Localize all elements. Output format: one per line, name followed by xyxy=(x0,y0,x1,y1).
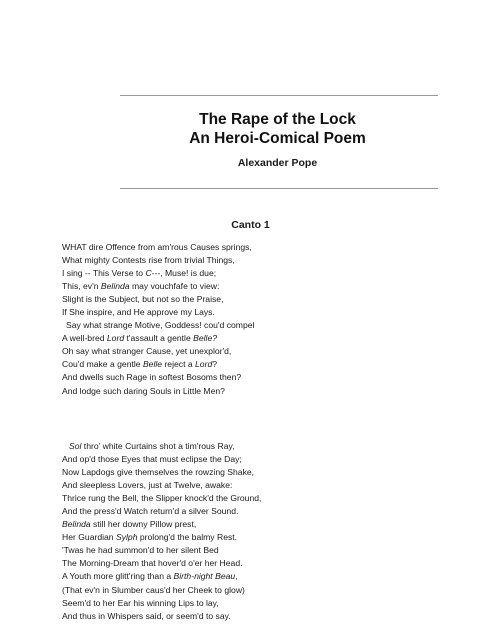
poem-line: And op'd those Eyes that must eclipse the Day; xyxy=(62,454,242,465)
poem-line: Cou'd make a gentle Belle reject a Lord? xyxy=(62,359,218,370)
bottom-divider xyxy=(120,188,438,189)
poem-line: A Youth more glitt'ring than a Birth-night Beau, xyxy=(62,571,238,582)
poem-line: Seem'd to her Ear his winning Lips to lay, xyxy=(62,597,219,608)
poem-line: Thrice rung the Bell, the Slipper knock'd the Ground, xyxy=(62,493,262,504)
poem-line: (That ev'n in Slumber caus'd her Cheek to glow) xyxy=(62,584,245,595)
poem-line: And thus in Whispers said, or seem'd to say. xyxy=(62,610,231,621)
stanza-1 xyxy=(62,241,254,398)
canto-heading: Canto 1 xyxy=(231,219,270,231)
poem-line: Now Lapdogs give themselves the rowzing Shake, xyxy=(62,467,255,478)
poem-title: The Rape of the Lock xyxy=(199,111,356,128)
poem-line: If She inspire, and He approve my Lays. xyxy=(62,307,215,318)
poem-line: This, ev'n Belinda may vouchfafe to view: xyxy=(62,281,220,292)
poem-subtitle: An Heroi-Comical Poem xyxy=(189,130,366,147)
poem-line: The Morning-Dream that hover'd o'er her Head. xyxy=(62,558,243,569)
stanza-2 xyxy=(62,440,261,623)
author-name: Alexander Pope xyxy=(237,157,318,169)
poem-line: And the press'd Watch return'd a silver Sound. xyxy=(62,506,239,517)
poem-line: Say what strange Motive, Goddess! cou'd compel xyxy=(66,320,255,331)
poem-line: 'Twas he had summon'd to her silent Bed xyxy=(62,545,219,556)
poem-line: Slight is the Subject, but not so the Praise, xyxy=(62,294,224,305)
poem-line: Belinda still her downy Pillow prest, xyxy=(62,519,197,530)
top-divider xyxy=(120,95,438,96)
poem-line: And dwells such Rage in softest Bosoms then? xyxy=(62,372,242,383)
poem-line: Oh say what stranger Cause, yet unexplor'd, xyxy=(62,346,232,357)
poem-line: Her Guardian Sylph prolong'd the balmy Rest. xyxy=(62,532,238,543)
poem-line: And lodge such daring Souls in Little Men? xyxy=(62,385,225,396)
poem-line: What mighty Contests rise from trivial Things, xyxy=(62,255,235,266)
poem-line: I sing -- This Verse to C---, Muse! is due; xyxy=(62,268,217,279)
poem-line: Sol thro' white Curtains shot a tim'rous Ray, xyxy=(69,441,235,451)
poem-line: WHAT dire Offence from am'rous Causes springs, xyxy=(62,242,252,252)
poem-line: A well-bred Lord t'assault a gentle Belle? xyxy=(62,333,218,344)
poem-line: And sleepless Lovers, just at Twelve, awake: xyxy=(62,480,233,491)
